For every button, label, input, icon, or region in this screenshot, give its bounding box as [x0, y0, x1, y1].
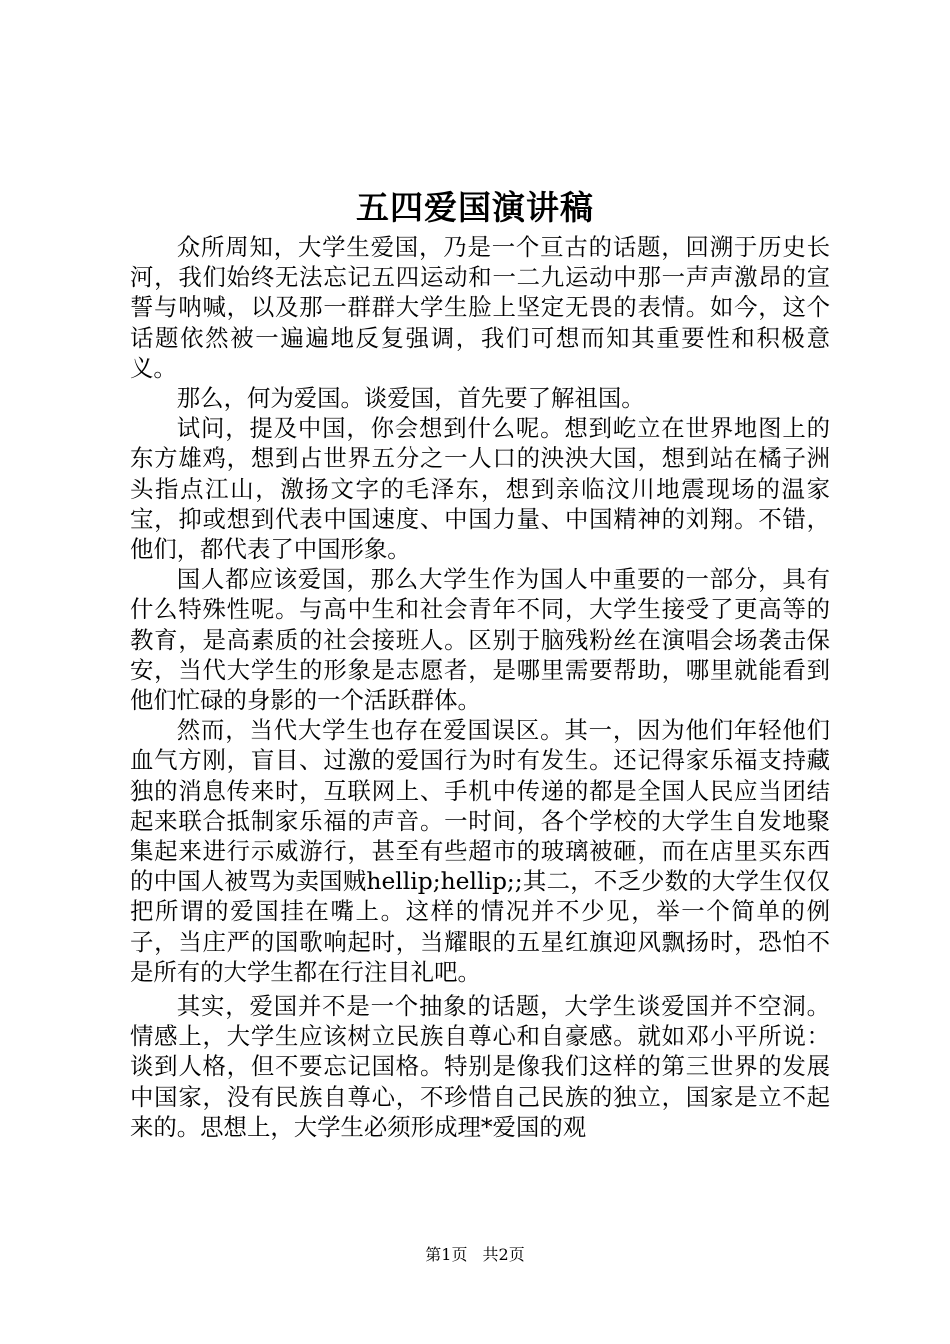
paragraph-2: 那么，何为爱国。谈爱国，首先要了解祖国。: [176, 384, 645, 413]
paragraph-1: 众所周知，大学生爱国，乃是一个亘古的话题，回溯于历史长河，我们始终无法忘记五四运动和一二九运动中那一声声激昂的宣誓与呐喊，以及那一群群大学生脸上坚定无畏的表情。如今，这个话题依然被一遍遍地反复强调，我们可想而知其重要性和积极意义。: [130, 233, 830, 382]
paragraph-6: 其实，爱国并不是一个抽象的话题，大学生谈爱国并不空洞。情感上，大学生应该树立民族自尊心和自豪感。就如邓小平所说：谈到人格，但不要忘记国格。特别是像我们这样的第三世界的发展中国家，没有民族自尊心，不珍惜自己民族的独立，国家是立不起来的。思想上，大学生必须形成理*爱国的观: [130, 992, 830, 1141]
paragraph-3: 试问，提及中国，你会想到什么呢。想到屹立在世界地图上的东方雄鸡，想到占世界五分之一人口的泱泱大国，想到站在橘子洲头指点江山，激扬文字的毛泽东，想到亲临汶川地震现场的温家宝，抑或想到代表中国速度、中国力量、中国精神的刘翔。不错，他们，都代表了中国形象。: [130, 414, 830, 564]
page-number-total: 共2页: [482, 1245, 525, 1264]
paragraph-4: 国人都应该爱国，那么大学生作为国人中重要的一部分，具有什么特殊性呢。与高中生和社会青年不同，大学生接受了更高等的教育，是高素质的社会接班人。区别于脑残粉丝在演唱会场袭击保安，当代大学生的形象是志愿者，是哪里需要帮助，哪里就能看到他们忙碌的身影的一个活跃群体。: [130, 565, 830, 715]
page-footer: [0, 1244, 950, 1266]
document-title: 五四爱国演讲稿: [356, 188, 594, 227]
page-number-current: 第1页: [425, 1245, 468, 1264]
paragraph-5: 然而，当代大学生也存在爱国误区。其一，因为他们年轻他们血气方刚，盲目、过激的爱国行为时有发生。还记得家乐福支持藏独的消息传来时，互联网上、手机中传递的都是全国人民应当团结起来联合抵制家乐福的声音。一时间，各个学校的大学生自发地聚集起来进行示威游行，甚至有些超市的玻璃被砸，而在店里买东西的中国人被骂为卖国贼hellip;hellip;;其二，不乏少数的大学生仅仅把所谓的爱国挂在嘴上。这样的情况并不少见，举一个简单的例子，当庄严的国歌响起时，当耀眼的五星红旗迎风飘扬时，恐怕不是所有的大学生都在行注目礼吧。: [130, 716, 830, 986]
document-body: [130, 232, 830, 1142]
